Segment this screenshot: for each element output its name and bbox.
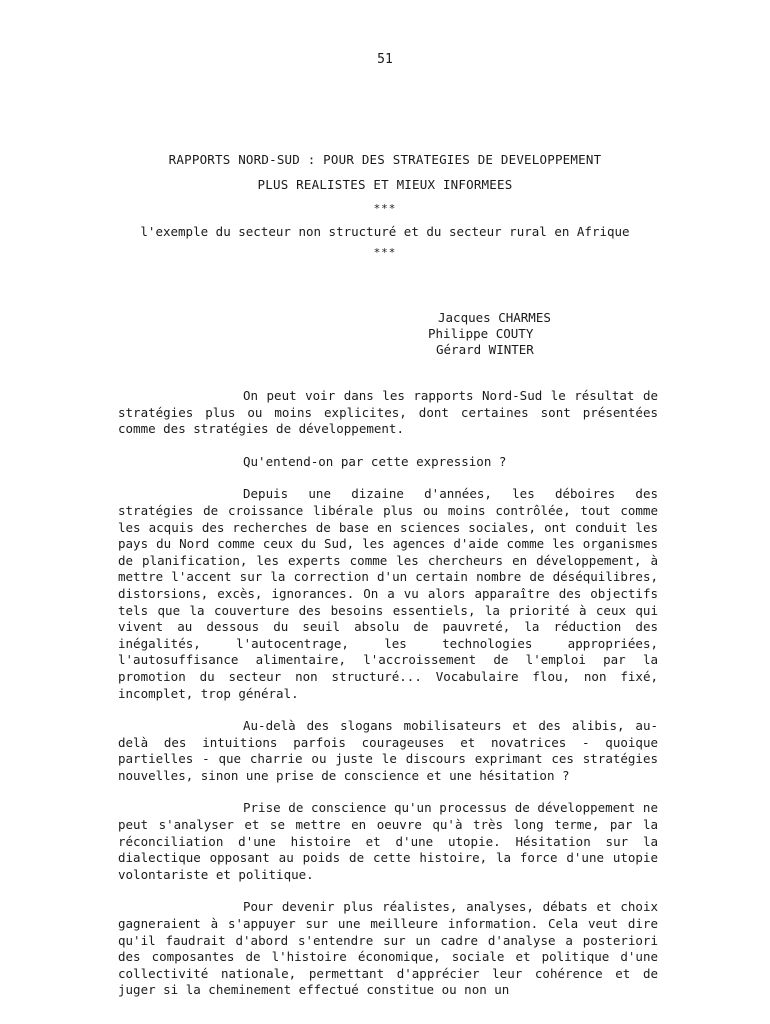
paragraph: Pour devenir plus réalistes, analyses, débats et choix gagneraient à s'appuyer sur une meilleure information. Cela veut dire qu'il faudrait d'abord s'entendre sur un cadre d'analyse a posteriori des composantes de l'histoire économique, sociale et politique d'une collectivité nationale, permettant d'apprécier leur cohérence et de juger si la cheminement effectué constitue ou non un — [118, 899, 658, 998]
author-name: Philippe COUTY — [428, 326, 534, 341]
author-name: Gérard WINTER — [436, 342, 534, 357]
author-list — [428, 310, 551, 358]
separator-top: *** — [373, 202, 397, 215]
title-line-1: RAPPORTS NORD-SUD : POUR DES STRATEGIES DE DEVELOPPEMENT — [168, 152, 602, 167]
separator-bottom: *** — [373, 246, 397, 259]
subtitle: l'exemple du secteur non structuré et du secteur rural en Afrique — [140, 224, 630, 239]
body-text — [118, 388, 658, 999]
title-line-2: PLUS REALISTES ET MIEUX INFORMEES — [257, 177, 513, 192]
page-number: 51 — [377, 52, 393, 67]
paragraph: Depuis une dizaine d'années, les déboires des stratégies de croissance libérale plus ou moins contrôlée, tout comme les acquis des recherches de base en sciences sociales, ont conduit les pays du Nord comme ceux du Sud, les agences d'aide comme les organismes de planification, les experts comme les chercheurs en développement, à mettre l'accent sur la correction d'un certain nombre de déséquilibres, distorsions, excès, ignorances. On a vu alors apparaître des objectifs tels que la couverture des besoins essentiels, la priorité à ceux qui vivent au dessous du seuil absolu de pauvreté, la réduction des inégalités, l'autocentrage, les technologies appropriées, l'autosuffisance alimentaire, l'accroissement de l'emploi par la promotion du secteur non structuré... Vocabulaire flou, non fixé, incomplet, trop général. — [118, 486, 658, 701]
author-name: Jacques CHARMES — [438, 310, 551, 325]
paragraph: Au-delà des slogans mobilisateurs et des alibis, au-delà des intuitions parfois courageuses et novatrices - quoique partielles - que charrie ou juste le discours exprimant ces stratégies nouvelles, sinon une prise de conscience et une hésitation ? — [118, 718, 658, 783]
paragraph: Qu'entend-on par cette expression ? — [243, 453, 507, 469]
paragraph: Prise de conscience qu'un processus de développement ne peut s'analyser et se mettre en oeuvre qu'à très long terme, par la réconciliation d'une histoire et d'une utopie. Hésitation sur la dialectique opposant au poids de cette histoire, la force d'une utopie volontariste et politique. — [118, 800, 658, 882]
paragraph: On peut voir dans les rapports Nord-Sud le résultat de stratégies plus ou moins explicites, dont certaines sont présentées comme des stratégies de développement. — [118, 388, 658, 437]
